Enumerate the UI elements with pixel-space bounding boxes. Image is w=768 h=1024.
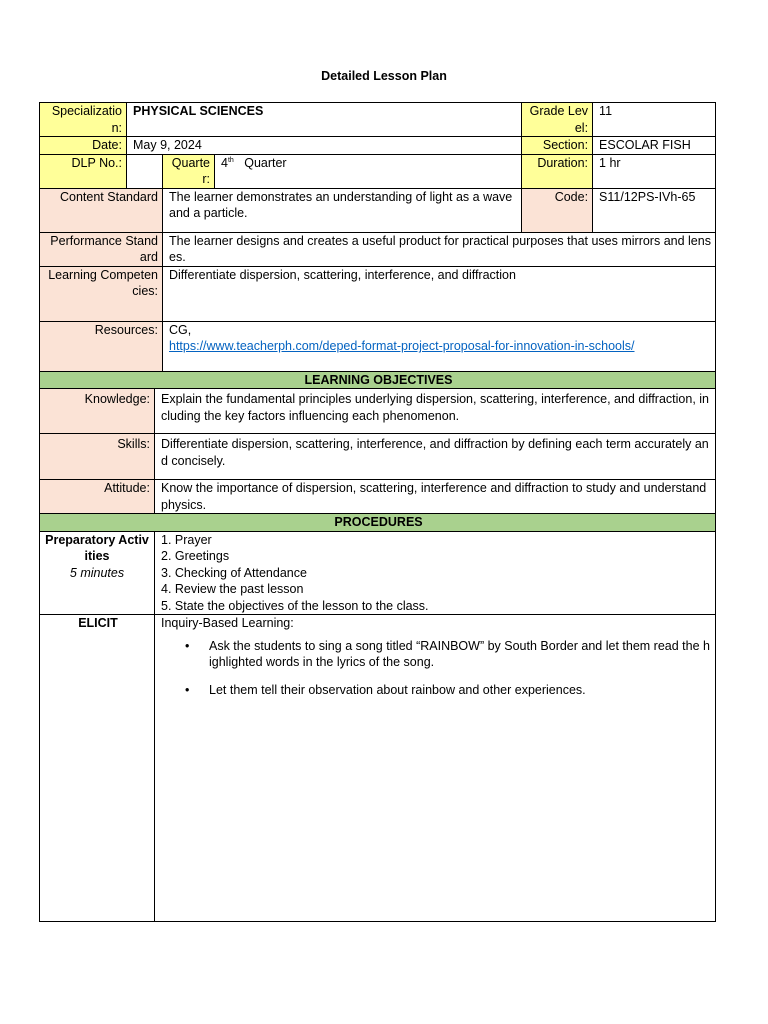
- lesson-plan-table: [39, 102, 716, 922]
- specialization-value: PHYSICAL SCIENCES: [127, 103, 522, 137]
- learning-objectives-heading: LEARNING OBJECTIVES: [40, 371, 716, 389]
- resources-label: Resources:: [40, 321, 163, 371]
- quarter-word: Quarter: [244, 155, 287, 170]
- preparatory-item: 2. Greetings: [161, 549, 230, 563]
- elicit-bullet: • Let them tell their observation about rainbow and other experiences.: [209, 682, 711, 699]
- resources-link[interactable]: https://www.teacherph.com/deped-format-project-proposal-for-innovation-in-schools/: [169, 339, 635, 353]
- code-label: Code:: [522, 188, 593, 232]
- preparatory-list: [161, 532, 711, 615]
- section-value: ESCOLAR FISH: [593, 137, 716, 155]
- section-label: Section:: [522, 137, 593, 155]
- learning-competencies-label: Learning Competencies:: [40, 266, 163, 321]
- code-value: S11/12PS-IVh-65: [593, 188, 716, 232]
- resources-cg: CG,: [169, 322, 192, 337]
- duration-label: Duration:: [522, 154, 593, 188]
- preparatory-item: 3. Checking of Attendance: [161, 565, 307, 580]
- quarter-label: Quarter:: [163, 154, 215, 188]
- quarter-ordinal: th: [227, 156, 234, 164]
- preparatory-item: 5. State the objectives of the lesson to the class.: [161, 598, 429, 613]
- performance-standard-label: Performance Standard: [40, 232, 163, 266]
- grade-label: Grade Level:: [522, 103, 593, 137]
- skills-value: Differentiate dispersion, scattering, interference, and diffraction by defining each term accurately and concisely.: [155, 434, 716, 480]
- grade-value: 11: [593, 103, 716, 137]
- preparatory-cell: [40, 531, 155, 615]
- elicit-content: [155, 615, 716, 922]
- quarter-value: [215, 154, 522, 188]
- skills-label: Skills:: [40, 434, 155, 480]
- learning-competencies-value: Differentiate dispersion, scattering, interference, and diffraction: [163, 266, 716, 321]
- date-value: May 9, 2024: [127, 137, 522, 155]
- attitude-label: Attitude:: [40, 480, 155, 514]
- knowledge-label: Knowledge:: [40, 389, 155, 434]
- content-standard-value: The learner demonstrates an understanding of light as a wave and a particle.: [163, 188, 522, 232]
- elicit-bullet: • Ask the students to sing a song titled “RAINBOW” by South Border and let them read the highlighted words in the lyrics of the song.: [209, 638, 711, 671]
- preparatory-time: 5 minutes: [69, 565, 125, 580]
- elicit-label: ELICIT: [40, 615, 155, 922]
- elicit-bullets: [161, 638, 711, 699]
- performance-standard-value: The learner designs and creates a useful product for practical purposes that uses mirrors and lenses.: [163, 232, 716, 266]
- procedures-heading: PROCEDURES: [40, 514, 716, 532]
- duration-value: 1 hr: [593, 154, 716, 188]
- knowledge-value: Explain the fundamental principles underlying dispersion, scattering, interference, and diffraction, including the key factors influencing each phenomenon.: [155, 389, 716, 434]
- quarter-number: 4: [221, 155, 228, 170]
- preparatory-items: [155, 531, 716, 615]
- specialization-label: Specialization:: [40, 103, 127, 137]
- preparatory-label: Preparatory Activities: [45, 532, 149, 563]
- resources-value: [163, 321, 716, 371]
- preparatory-item: 4. Review the past lesson: [161, 582, 304, 596]
- elicit-intro: Inquiry-Based Learning:: [161, 616, 294, 630]
- document-title: Detailed Lesson Plan: [321, 69, 447, 83]
- dlp-value: [127, 154, 163, 188]
- attitude-value: Know the importance of dispersion, scattering, interference and diffraction to study and understand physics.: [155, 480, 716, 514]
- dlp-label: DLP No.:: [40, 154, 127, 188]
- content-standard-label: Content Standard: [40, 188, 163, 232]
- date-label: Date:: [40, 137, 127, 155]
- preparatory-item: 1. Prayer: [161, 532, 212, 547]
